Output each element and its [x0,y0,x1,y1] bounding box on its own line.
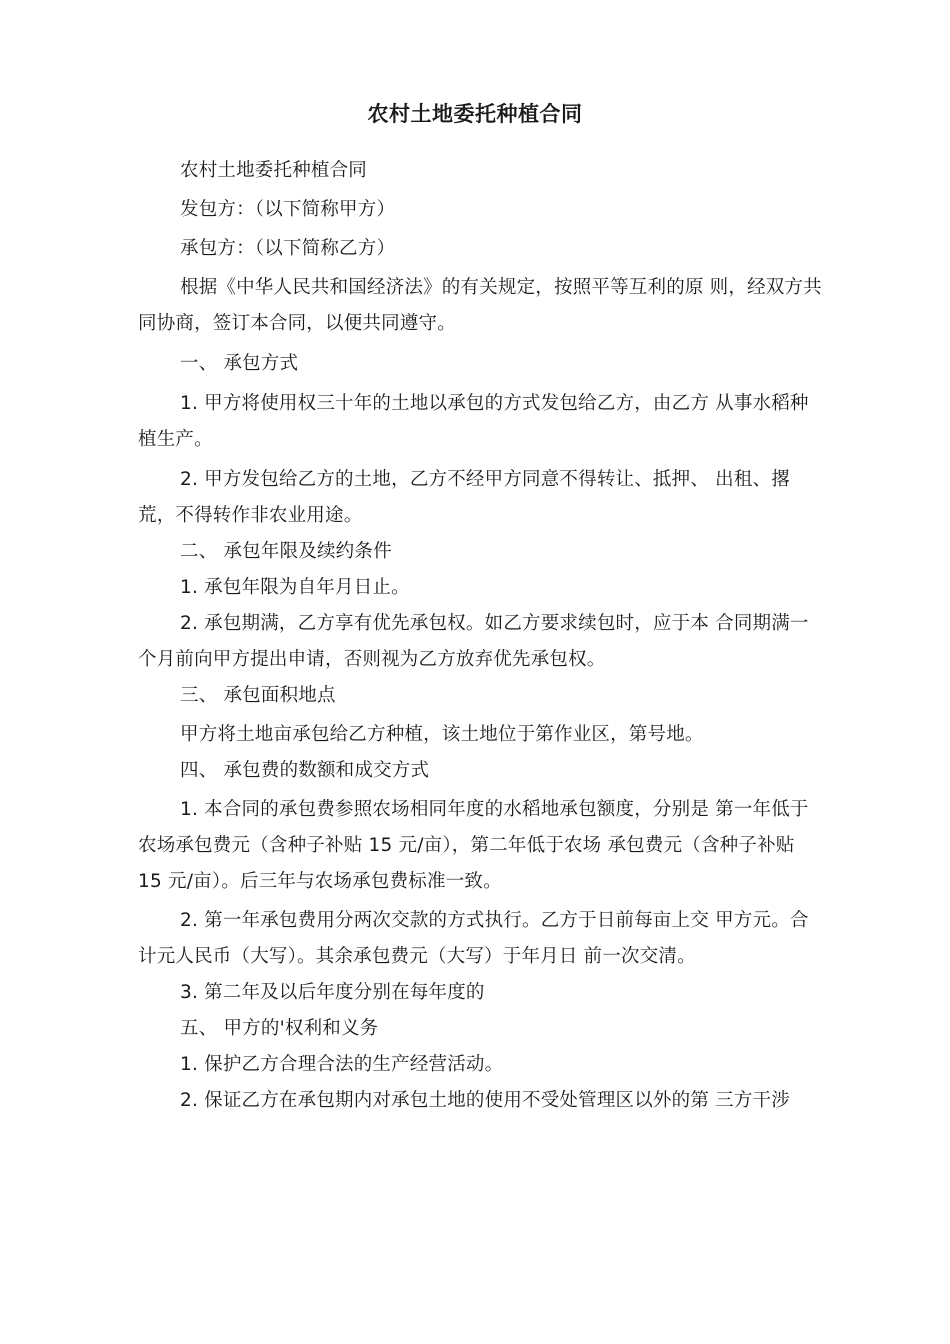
section-heading-2: 二、 承包年限及续约条件 [180,541,392,562]
clause-4-1: 1. 本合同的承包费参照农场相同年度的水稻地承包额度，分别是 第一年低于农场承包费元（含种子补贴 15 元/亩），第二年低于农场 承包费元（含种子补贴 15 元/亩）。后三年与农场承包费标准一致。 [138,799,809,892]
document-title: 农村土地委托种植合同 [367,102,583,126]
clause-2-2: 2. 承包期满，乙方享有优先承包权。如乙方要求续包时，应于本 合同期满一个月前向甲方提出申请，否则视为乙方放弃优先承包权。 [138,613,809,670]
paragraph-party-a: 发包方：（以下简称甲方） [180,199,396,220]
clause-4-3: 3. 第二年及以后年度分别在每年度的 [180,982,485,1003]
clause-5-2: 2. 保证乙方在承包期内对承包土地的使用不受处管理区以外的第 三方干涉 [180,1090,790,1111]
section-heading-5: 五、 甲方的'权利和义务 [180,1018,379,1039]
section-heading-1: 一、 承包方式 [180,353,299,374]
clause-1-2: 2. 甲方发包给乙方的土地，乙方不经甲方同意不得转让、抵押、 出租、撂荒，不得转作非农业用途。 [138,469,790,526]
section-heading-4: 四、 承包费的数额和成交方式 [180,760,430,781]
section-heading-3: 三、 承包面积地点 [180,685,336,706]
clause-2-1: 1. 承包年限为自年月日止。 [180,577,410,598]
paragraph-preamble: 根据《中华人民共和国经济法》的有关规定，按照平等互利的原 则，经双方共同协商，签订本合同，以便共同遵守。 [138,277,822,334]
clause-5-1: 1. 保护乙方合理合法的生产经营活动。 [180,1054,504,1075]
clause-3-1: 甲方将土地亩承包给乙方种植，该土地位于第作业区，第号地。 [180,724,704,745]
paragraph-party-b: 承包方：（以下简称乙方） [180,238,396,259]
clause-4-2: 2. 第一年承包费用分两次交款的方式执行。乙方于日前每亩上交 甲方元。合计元人民币（大写）。其余承包费元（大写）于年月日 前一次交清。 [138,910,809,967]
paragraph-heading-repeat: 农村土地委托种植合同 [180,160,368,181]
clause-1-1: 1. 甲方将使用权三十年的土地以承包的方式发包给乙方，由乙方 从事水稻种植生产。 [138,393,809,450]
document-body [138,153,822,1119]
